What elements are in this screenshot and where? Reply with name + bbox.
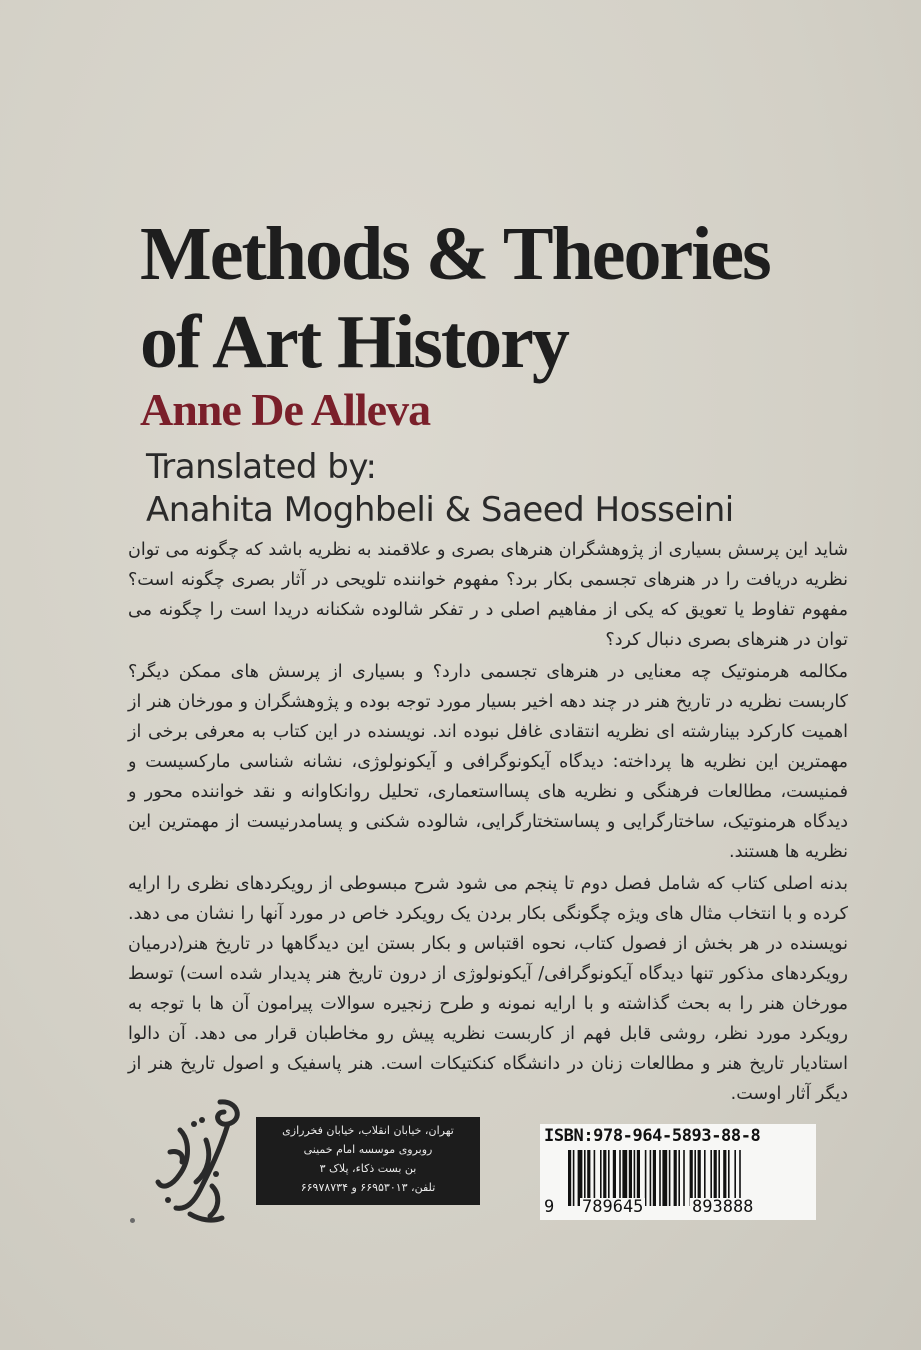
- address-line-2: روبروی موسسه امام خمینی: [303, 1143, 433, 1156]
- barcode-digits-group-1: 789645: [582, 1197, 644, 1217]
- barcode-bar: [669, 1150, 671, 1206]
- blurb-paragraph-1: شاید این پرسش بسیاری از پژوهشگران هنرهای بصری و علاقمند به نظریه باشد که چگونه می توان نظریه دریافت را در هنرهای تجسمی بکار برد؟ مفهوم خواننده تلویحی در آثار بصری چگونه است؟ مفهوم تفاوط یا تعویق که یکی از مفاهیم اصلی د ر تفکر شالوده شکنانه دریدا است را چگونه می توان در هنرهای بصری دنبال کرد؟: [128, 540, 848, 650]
- barcode-bar: [659, 1150, 661, 1206]
- author-name: Anne De Alleva: [140, 384, 431, 435]
- translator-credit: [146, 446, 826, 532]
- address-line-3: بن بست ذکاء، پلاک ۳: [319, 1162, 417, 1175]
- publisher-logo-icon: [150, 1090, 250, 1230]
- barcode-bar: [573, 1150, 575, 1206]
- barcode-bar: [568, 1150, 571, 1206]
- blurb-text: [128, 535, 848, 1111]
- publisher-address-box: [256, 1117, 480, 1205]
- decorative-dot: [130, 1218, 135, 1223]
- translated-by-label: Translated by:: [146, 447, 377, 487]
- barcode-bar: [674, 1150, 677, 1206]
- barcode-bar: [662, 1150, 667, 1206]
- title-line-2: of Art History: [140, 300, 568, 384]
- address-line-4: تلفن، ۶۶۹۵۳۰۱۳ و ۶۶۹۷۸۷۳۴: [300, 1181, 436, 1194]
- address-line-1: تهران، خیابان انقلاب، خیابان فخررازی: [282, 1124, 454, 1137]
- barcode-bar: [653, 1150, 656, 1206]
- barcode-bar: [683, 1150, 685, 1206]
- blurb-paragraph-2: مکالمه هرمنوتیک چه معنایی در هنرهای تجسمی دارد؟ و بسیاری از پرسش های ممکن دیگر؟ کاربست نظریه در تاریخ هنر در چند دهه اخیر بسیار مورد توجه بوده و پژوهشگران و مورخان هنر از اهمیت کارکرد بینارشته ای نظریه انتقادی غافل نبوده اند. نویسنده در این کتاب به معرفی برخی از مهمترین این نظریه ها پرداخته: دیدگاه آیکونوگرافی و آیکونولوژی، نشانه شناسی مارکسیست و فمنیست، مطالعات فرهنگی و نظریه های پسااستعماری، تحلیل روانکاوانه و نقد خواننده محور و دیدگاه هرمنوتیک، ساختارگرایی و پساستختارگرایی، شالوده شکنی و پسامدرنیست از مهمترین این نظریه ها هستند.: [128, 662, 848, 862]
- isbn-number: ISBN:978-964-5893-88-8: [544, 1126, 761, 1146]
- barcode-digit-first: 9: [544, 1197, 555, 1217]
- translator-names: Anahita Moghbeli & Saeed Hosseini: [146, 490, 734, 530]
- title-line-1: Methods & Theories: [140, 212, 770, 296]
- isbn-barcode-label: [540, 1124, 816, 1220]
- book-title: [140, 210, 860, 386]
- barcode-bar: [678, 1150, 680, 1206]
- barcode-digits-group-2: 893888: [692, 1197, 754, 1217]
- blurb-paragraph-3: بدنه اصلی کتاب که شامل فصل دوم تا پنجم می شود شرح مبسوطی از رویکردهای نظری را ارایه کرده و با انتخاب مثال های ویژه چگونگی بکار بردن یک رویکرد خاص در مورد آنها را نشان می دهد. نویسنده در هر بخش از فصول کتاب، نحوه اقتباس و بکار بستن این دیدگاهها در تاریخ هنر(درمیان رویکردهای مذکور تنها دیدگاه آیکونوگرافی/ آیکونولوژی از درون تاریخ هنر پدیدار شده است) توسط مورخان هنر را به بحث گذاشته و با ارایه نمونه و طرح زنجیره سوالات پیرامون آن ها با توجه به رویکرد مورد نظر، روشی قابل فهم از کاربست نظریه پیش رو مخاطبان قرار می دهد. آن دالوا استادیار تاریخ هنر و مطالعات زنان در دانشگاه کنکتیکات است. هنر پاسفیک و اصول تاریخ هنر از دیگر آثار اوست.: [128, 874, 848, 1104]
- barcode-bar: [650, 1150, 652, 1206]
